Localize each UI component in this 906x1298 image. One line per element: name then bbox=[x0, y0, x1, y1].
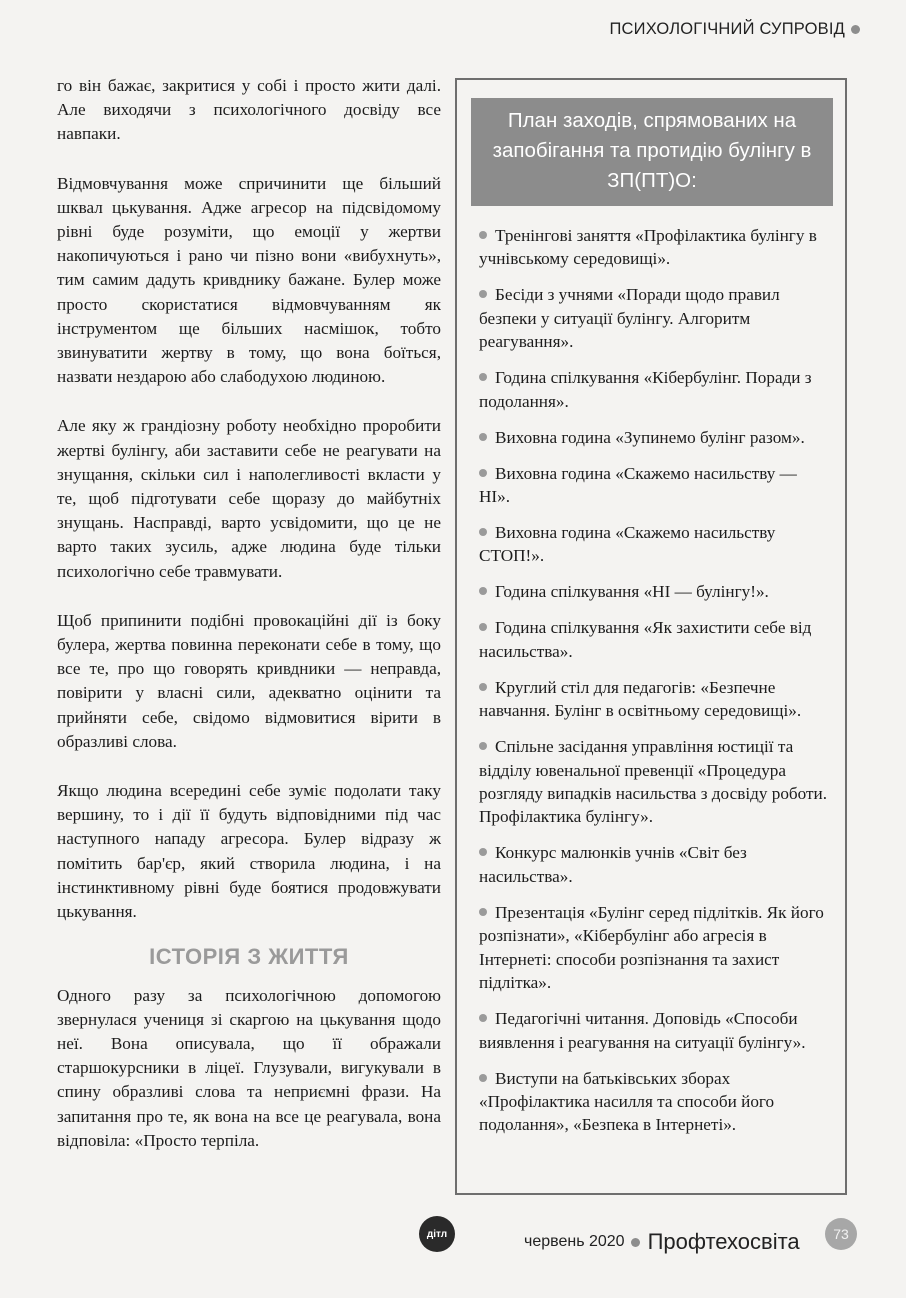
list-item-text: Бесіди з учнями «Поради щодо правил безпеки у ситуації булінгу. Алгоритм реагування». bbox=[479, 285, 780, 352]
list-item-text: Презентація «Булінг серед підлітків. Як його розпізнати», «Кібербулінг або агресія в Інтернеті: способи розпізнання та захист підлітка». bbox=[479, 902, 824, 993]
story-paragraph: Одного разу за психологічною допомогою звернулася учениця зі скаргою на цькування щодо неї. Вона описувала, що її ображали старшокурсники в ліцеї. Глузували, вигукували в спину образливі слова та неприємні фрази. На запитання про те, як вона на все це реагувала, вона відповіла: «Просто терпіла. bbox=[57, 985, 441, 1150]
list-item-text: Година спілкування «Як захистити себе від насильства». bbox=[479, 618, 812, 661]
list-item-text: Педагогічні читання. Доповідь «Способи виявлення і реагування на ситуації булінгу». bbox=[479, 1009, 806, 1052]
sidebar-box bbox=[455, 78, 847, 1195]
list-item bbox=[479, 580, 831, 603]
list-item bbox=[479, 841, 831, 888]
list-item bbox=[479, 901, 831, 995]
logo-text: дітл bbox=[426, 1228, 448, 1240]
bullet-dot-icon bbox=[851, 25, 860, 34]
journal-title: Профтехосвіта bbox=[647, 1229, 800, 1254]
bullet-icon bbox=[479, 1074, 487, 1082]
list-item-text: Виховна година «Зупинемо булінг разом». bbox=[495, 427, 805, 447]
paragraph: го він бажає, закритися у собі і просто жити далі. Але виходячи з психологічного досвіду все навпаки. bbox=[57, 76, 441, 144]
bullet-icon bbox=[479, 373, 487, 381]
bullet-icon bbox=[479, 587, 487, 595]
list-item bbox=[479, 735, 831, 829]
article-column bbox=[57, 74, 441, 1178]
bullet-icon bbox=[479, 231, 487, 239]
list-item bbox=[479, 366, 831, 413]
list-item bbox=[479, 521, 831, 568]
list-item bbox=[479, 426, 831, 449]
list-item bbox=[479, 462, 831, 509]
list-item bbox=[479, 616, 831, 663]
footer-issue bbox=[524, 1229, 800, 1255]
list-item-text: Година спілкування «НІ — булінгу!». bbox=[495, 582, 769, 602]
running-header bbox=[610, 20, 861, 39]
paragraph: Але яку ж грандіозну роботу необхідно проробити жертві булінгу, аби заставити себе не реагувати на знущання, скільки сил і наполегливості вкласти у те, щоб підготувати себе щоразу до майбутніх знущань. Насправді, варто усвідомити, що це не варто таких зусиль, адже людина буде тільки психологічно себе травмувати. bbox=[57, 416, 441, 581]
list-item-text: Година спілкування «Кібербулінг. Поради з подолання». bbox=[479, 368, 812, 411]
publisher-logo-icon bbox=[419, 1216, 455, 1252]
list-item-text: Виховна година «Скажемо насильству СТОП!». bbox=[479, 523, 776, 566]
bullet-dot-icon bbox=[631, 1238, 640, 1247]
page-number: 73 bbox=[825, 1218, 857, 1250]
list-item bbox=[479, 1007, 831, 1054]
section-heading: ІСТОРІЯ З ЖИТТЯ bbox=[149, 944, 349, 970]
list-item-text: Виховна година «Скажемо насильству — НІ». bbox=[479, 463, 797, 507]
bullet-icon bbox=[479, 848, 487, 856]
paragraph: Відмовчування може спричинити ще більший шквал цькування. Адже агресор на підсвідомому рівні буде розуміти, що емоції у жертви накопичуються і рано чи пізно вони «вибухнуть», тим самим дадуть кривднику бажане. Булер може просто скористатися відмовчуванням як інструментом ще більших насмішок, тобто звинуватити жертву в тому, що вона боїться, назвати нездарою або слабодухою людиною. bbox=[57, 173, 441, 387]
list-item-text: Спільне засідання управління юстиції та відділу ювенальної превенції «Процедура розгляду випадків насильства з досвіду роботи. Профілактика булінгу». bbox=[479, 737, 828, 827]
bullet-icon bbox=[479, 528, 487, 536]
bullet-icon bbox=[479, 742, 487, 750]
paragraph: Щоб припинити подібні провокаційні дії із боку булера, жертва повинна переконати себе в тому, що все те, про що говорять кривдники — неправда, повірити у власні сили, адекватно оцінити та прийняти себе, свідомо відмовитися вірити в образливі слова. bbox=[57, 610, 441, 751]
bullet-icon bbox=[479, 623, 487, 631]
list-item-text: Виступи на батьківських зборах «Профілактика насилля та способи його подолання», «Безпека в Інтернеті». bbox=[479, 1068, 775, 1135]
list-item bbox=[479, 283, 831, 353]
bullet-icon bbox=[479, 469, 487, 477]
bullet-icon bbox=[479, 1014, 487, 1022]
list-item-text: Тренінгові заняття «Профілактика булінгу в учнівському середовищі». bbox=[479, 226, 817, 269]
list-item bbox=[479, 224, 831, 271]
bullet-icon bbox=[479, 290, 487, 298]
list-item-text: Конкурс малюнків учнів «Світ без насильства». bbox=[479, 843, 747, 886]
section-label: ПСИХОЛОГІЧНИЙ СУПРОВІД bbox=[609, 20, 845, 38]
bullet-icon bbox=[479, 683, 487, 691]
bullet-icon bbox=[479, 433, 487, 441]
issue-date: червень 2020 bbox=[524, 1233, 625, 1250]
sidebar-title: План заходів, спрямованих на запобігання та протидію булінгу в ЗП(ПТ)О: bbox=[471, 98, 833, 206]
bullet-icon bbox=[479, 908, 487, 916]
paragraph: Якщо людина всередині себе зуміє подолати таку вершину, то і дії її будуть відповідними під час наступного нападу агресора. Булер відразу ж помітить бар'єр, який створила людина, і на інстинктивному рівні буде боятися продовжувати цькування. bbox=[57, 781, 441, 922]
measures-list bbox=[457, 224, 845, 1137]
list-item bbox=[479, 676, 831, 723]
list-item bbox=[479, 1067, 831, 1137]
list-item-text: Круглий стіл для педагогів: «Безпечне навчання. Булінг в освітньому середовищі». bbox=[479, 677, 802, 721]
